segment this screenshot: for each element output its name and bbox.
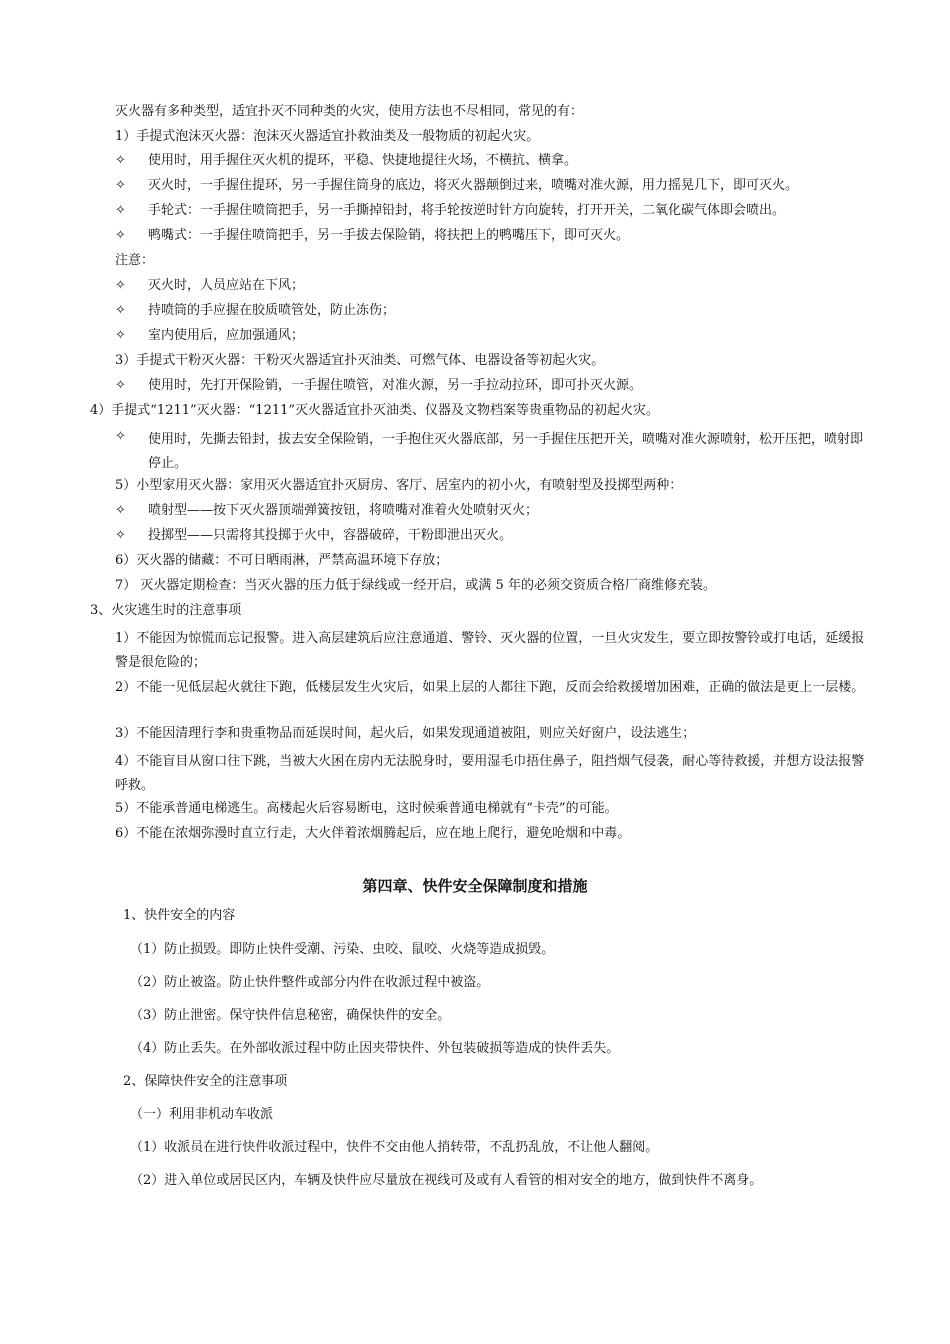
household-extinguisher-title: 5）小型家用灭火器：家用灭火器适宜扑灭厨房、客厅、居室内的初小火，有喷射型及投掷型两种： xyxy=(115,478,683,493)
household-item-1: 喷射型——按下灭火器顶端弹簧按钮，将喷嘴对准着火处喷射灭火； xyxy=(148,503,539,518)
note-item-3: 室内使用后，应加强通风； xyxy=(148,328,305,343)
diamond-bullet-icon: ✧ xyxy=(115,303,126,318)
escape-item-6: 6）不能在浓烟弥漫时直立行走，大火伴着浓烟腾起后，应在地上爬行，避免呛烟和中毒。 xyxy=(115,826,631,841)
note-item-2: 持喷筒的手应握在胶质喷管处，防止冻伤； xyxy=(148,303,396,318)
diamond-bullet-icon: ✧ xyxy=(115,203,126,218)
section-2-subtitle: （一）利用非机动车收派 xyxy=(130,1107,274,1122)
diamond-bullet-icon: ✧ xyxy=(115,378,126,393)
foam-item-1: 使用时，用手握住灭火机的提环，平稳、快捷地提往火场，不横抗、横拿。 xyxy=(148,153,578,168)
halon-extinguisher-title: 4）手提式“1211”灭火器：“1211”灭火器适宜扑灭油类、仪器及文物档案等贵重物品的初起火灾。 xyxy=(90,403,660,418)
diamond-bullet-icon: ✧ xyxy=(115,178,126,193)
household-item-2: 投掷型——只需将其投掷于火中，容器破碎，干粉即泄出灭火。 xyxy=(148,528,513,543)
escape-item-3: 3）不能因清理行李和贵重物品而延误时间，起火后，如果发现通道被阻，则应关好窗户，设法逃生； xyxy=(115,726,696,741)
foam-item-3: 手轮式：一手握住喷筒把手，另一手撕掉铅封，将手轮按逆时针方向旋转，打开开关，二氧化碳气体即会喷出。 xyxy=(148,203,786,218)
diamond-bullet-icon: ✧ xyxy=(115,429,126,444)
chapter-heading: 第四章、快件安全保障制度和措施 xyxy=(362,877,588,895)
escape-item-2: 2）不能一见低层起火就往下跑，低楼层发生火灾后，如果上层的人都往下跑，反而会给救援增加困难，正确的做法是更上一层楼。 xyxy=(115,680,865,695)
note-item-1: 灭火时，人员应站在下风； xyxy=(148,278,305,293)
halon-item-1: 使用时，先撕去铅封，拔去安全保险销，一手抱住灭火器底部，另一手握住压把开关，喷嘴对准火源喷射，松开压把，喷射即停止。 xyxy=(148,432,864,471)
powder-item-1: 使用时，先打开保险销，一手握住喷管，对准火源，另一手拉动拉环，即可扑灭火源。 xyxy=(148,378,643,393)
section-1-item-1: （1）防止损毁。即防止快件受潮、污染、虫咬、鼠咬、火烧等造成损毁。 xyxy=(130,942,555,957)
foam-extinguisher-title: 1）手提式泡沫灭火器：泡沫灭火器适宜扑救油类及一般物质的初起火灾。 xyxy=(115,129,540,144)
diamond-bullet-icon: ✧ xyxy=(115,228,126,243)
section-1-item-2: （2）防止被盗。防止快件整件或部分内件在收派过程中被盗。 xyxy=(130,975,490,990)
powder-extinguisher-title: 3）手提式干粉灭火器：干粉灭火器适宜扑灭油类、可燃气体、电器设备等初起火灾。 xyxy=(115,353,605,368)
section-1-title: 1、快件安全的内容 xyxy=(123,908,236,923)
inspection-text: 7） 灭火器定期检查：当灭火器的压力低于绿线或一经开启，或满 5 年的必须交资质合格厂商维修充装。 xyxy=(115,578,716,593)
foam-item-2: 灭火时，一手握住提环，另一手握住筒身的底边，将灭火器颠倒过来，喷嘴对准火源，用力摇晃几下，即可灭火。 xyxy=(148,178,799,193)
diamond-bullet-icon: ✧ xyxy=(115,528,126,543)
section-1-item-4: （4）防止丢失。在外部收派过程中防止因夹带快件、外包装破损等造成的快件丢失。 xyxy=(130,1041,620,1056)
escape-item-4: 4）不能盲目从窗口往下跳，当被大火困在房内无法脱身时，要用湿毛巾捂住鼻子，阻挡烟气侵袭，耐心等待救援，并想方设法报警呼救。 xyxy=(115,754,865,793)
escape-section-title: 3、火灾逃生时的注意事项 xyxy=(90,603,242,618)
escape-item-1: 1）不能因为惊慌而忘记报警。进入高层建筑后应注意通道、警铃、灭火器的位置，一旦火灾发生，要立即按警铃或打电话，延缓报警是很危险的； xyxy=(115,631,865,670)
note-label: 注意： xyxy=(115,253,155,268)
extinguisher-intro: 灭火器有多种类型，适宜扑灭不同种类的火灾，使用方法也不尽相同，常见的有： xyxy=(115,104,584,119)
section-2-item-2: （2）进入单位或居民区内，车辆及快件应尽量放在视线可及或有人看管的相对安全的地方，做到快件不离身。 xyxy=(130,1173,763,1188)
section-2-title: 2、保障快件安全的注意事项 xyxy=(123,1074,288,1089)
foam-item-4: 鸭嘴式：一手握住喷筒把手，另一手拔去保险销，将扶把上的鸭嘴压下，即可灭火。 xyxy=(148,228,630,243)
section-1-item-3: （3）防止泄密。保守快件信息秘密，确保快件的安全。 xyxy=(130,1008,451,1023)
diamond-bullet-icon: ✧ xyxy=(115,503,126,518)
diamond-bullet-icon: ✧ xyxy=(115,328,126,343)
section-2-item-1: （1）收派员在进行快件收派过程中，快件不交由他人捎转带，不乱扔乱放，不让他人翻阅。 xyxy=(130,1140,659,1155)
diamond-bullet-icon: ✧ xyxy=(115,278,126,293)
storage-text: 6）灭火器的储藏：不可日晒雨淋，严禁高温环境下存放； xyxy=(115,553,449,568)
diamond-bullet-icon: ✧ xyxy=(115,153,126,168)
escape-item-5: 5）不能承普通电梯逃生。高楼起火后容易断电，这时候乘普通电梯就有“卡壳”的可能。 xyxy=(115,801,618,816)
